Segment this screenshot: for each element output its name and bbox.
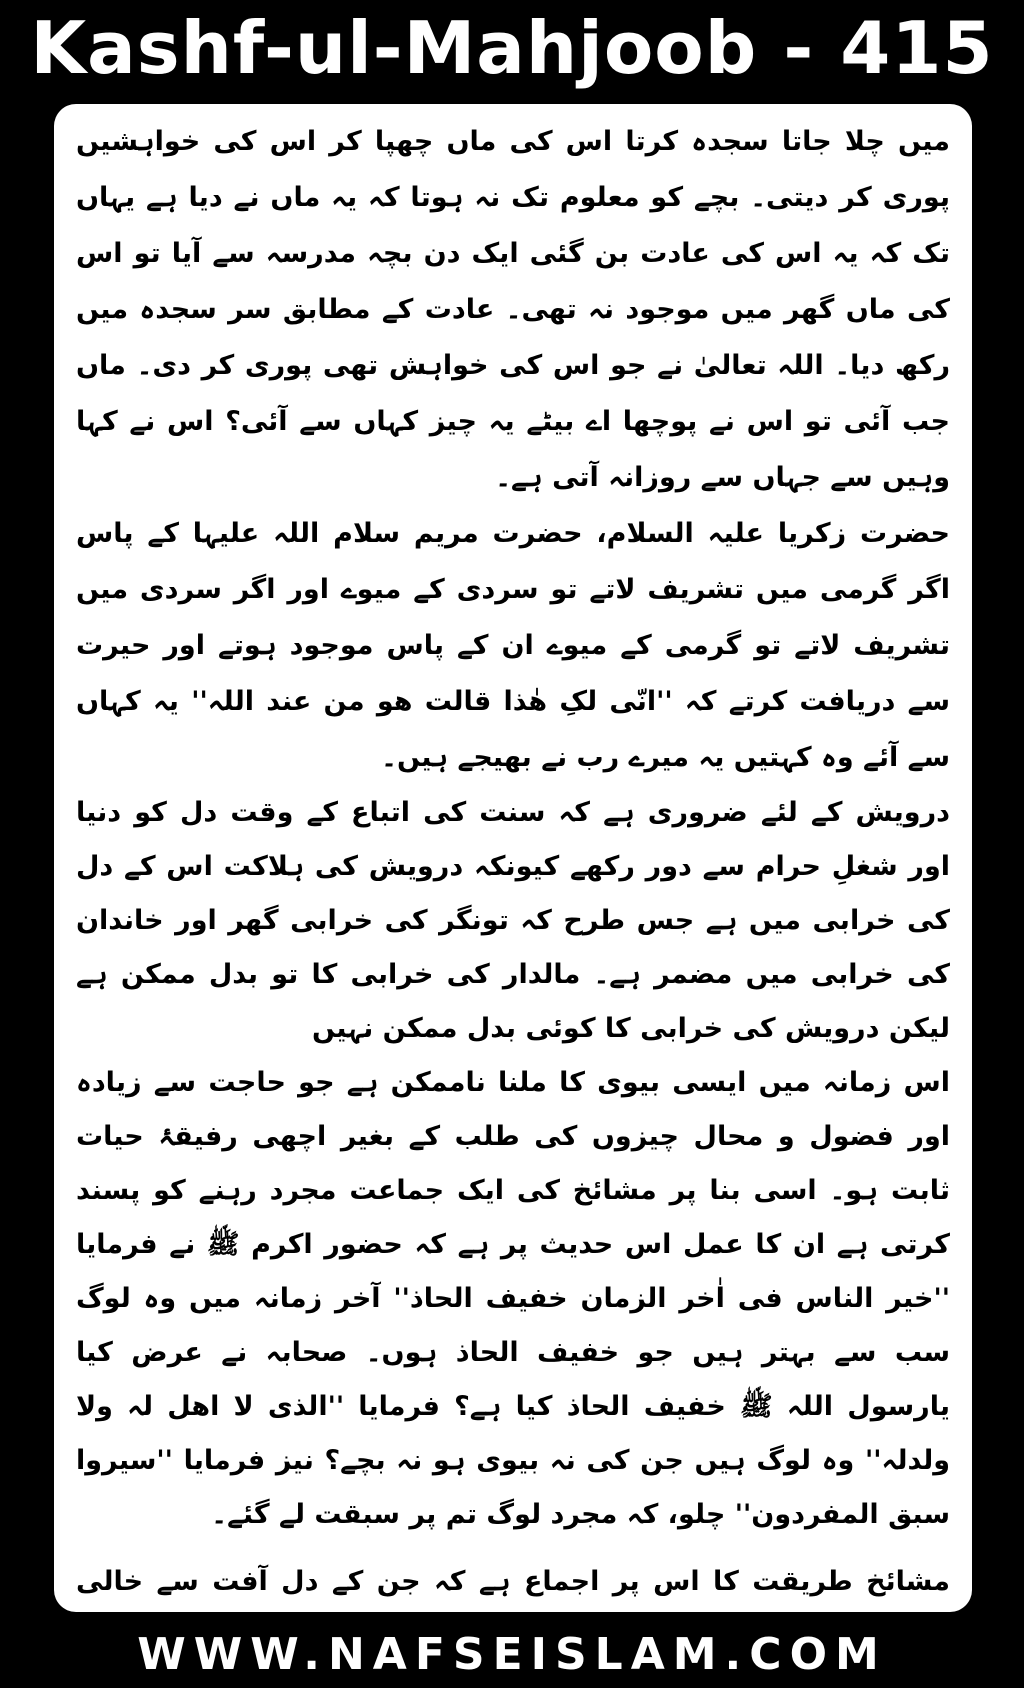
paragraph-marriage: اس زمانہ میں ایسی بیوی کا ملنا ناممکن ہے جو حاجت سے زیادہ اور فضول و محال چیزوں کی طلب کے بغیر اچھی رفیقۂ حیات ثابت ہو۔ اسی بنا پر مشائخ کی ایک جماعت مجرد رہنے کو پسند کرتی ہے ان کا عمل اس حدیث پر ہے کہ حضور اکرم ﷺ نے فرمایا ''خیر الناس فی اٰخر الزمان خفیف الحاذ'' آخر زمانہ میں وہ لوگ سب سے بہتر ہیں جو خفیف الحاذ ہوں۔ صحابہ نے عرض کیا یارسول اللہ ﷺ خفیف الحاذ کیا ہے؟ فرمایا ''الذی لا اھل لہ ولا ولدلہ'' وہ لوگ ہیں جن کی نہ بیوی ہو نہ بچے؟ نیز فرمایا ''سیروا سبق المفردون'' چلو، کہ مجرد لوگ تم پر سبقت لے گئے۔ [76,1067,950,1530]
paragraph-zakariya: حضرت زکریا علیہ السلام، حضرت مریم سلام اللہ علیہا کے پاس اگر گرمی میں تشریف لاتے تو سردی کے میوے اور اگر سردی میں تشریف لاتے تو گرمی کے میوے ان کے پاس موجود ہوتے اور حیرت سے دریافت کرتے کہ ''انّی لکِ ھٰذا قالت ھو من عند اللہ'' یہ کہاں سے آئے وہ کہتیں یہ میرے رب نے بھیجے ہیں۔ [76,518,950,773]
urdu-text-body [76,114,950,1612]
paragraph-dervish: درویش کے لئے ضروری ہے کہ سنت کی اتباع کے وقت دل کو دنیا اور شغلِ حرام سے دور رکھے کیونکہ درویش کی ہلاکت اس کے دل کی خرابی میں ہے جس طرح کہ تونگر کی خرابی گھر اور خاندان کی خرابی میں مضمر ہے۔ مالدار کی خرابی کا تو بدل ممکن ہے لیکن درویش کی خرابی کا کوئی بدل ممکن نہیں [76,797,950,1044]
paragraph-consensus: مشائخ طریقت کا اس پر اجماع ہے کہ جن کے دل آفت سے خالی [76,1566,950,1597]
paragraph-story: میں چلا جاتا سجدہ کرتا اس کی ماں چھپا کر اس کی خواہشیں پوری کر دیتی۔ بچے کو معلوم تک نہ ہوتا کہ یہ ماں نے دیا ہے یہاں تک کہ یہ اس کی عادت بن گئی ایک دن بچہ مدرسہ سے آیا تو اس کی ماں گھر میں موجود نہ تھی۔ عادت کے مطابق سر سجدہ میں رکھ دیا۔ اللہ تعالیٰ نے جو اس کی خواہش تھی پوری کر دی۔ ماں جب آئی تو اس نے پوچھا اے بیٹے یہ چیز کہاں سے آئی؟ اس نے کہا وہیں سے جہاں سے روزانہ آتی ہے۔ [76,126,951,493]
page-title: Kashf-ul-Mahjoob - 415 [30,6,994,90]
website-url: WWW.NAFSEISLAM.COM [137,1628,887,1680]
content-panel [54,104,972,1612]
header-banner [0,0,1024,96]
footer-banner [0,1620,1024,1688]
